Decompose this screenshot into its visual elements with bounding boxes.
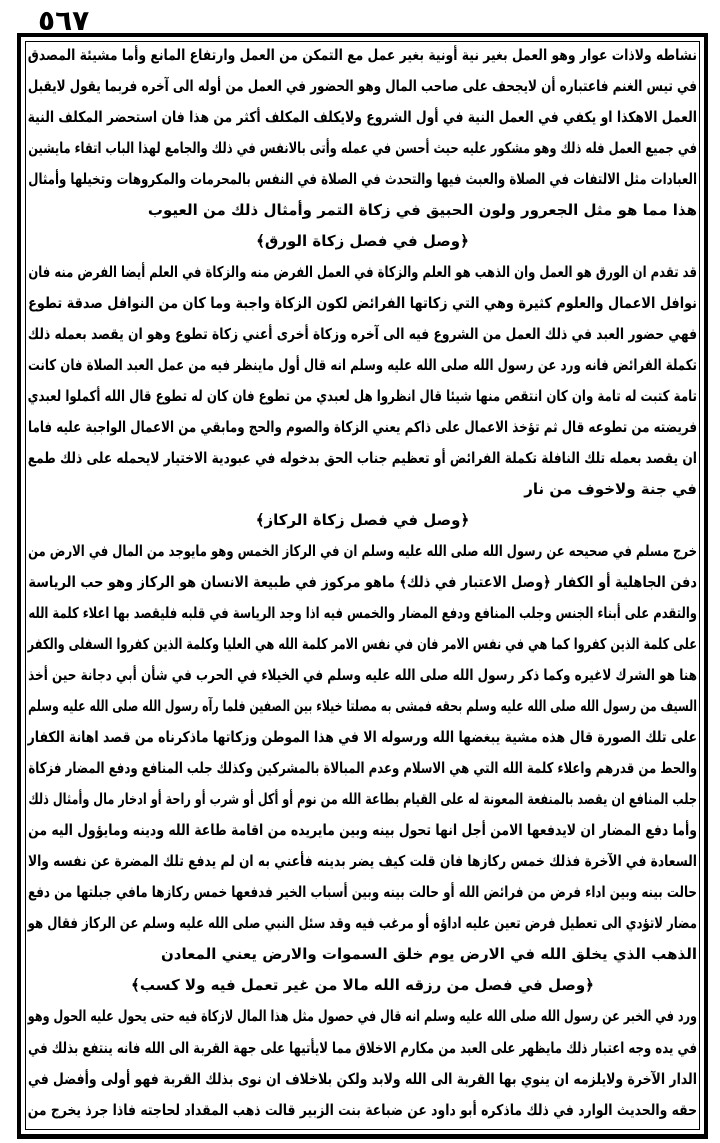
text-line: حقه والحديث الوارد في ذلك ماذكره أبو داود عن ضباعة بنت الزبير قالت ذهب المقداد لحاجته فاذا جرذ يخرج من	[27, 1100, 697, 1119]
text-line: على كلمة الذين كفروا كما هي في نفس الامر فان في نفس الامر كلمة الله هي العليا وكلمة الذين كفروا السفلى والكفر	[27, 635, 698, 654]
text-line: في يده وجه اعتبار ذلك مايظهر على العبد من مكارم الاخلاق مما لايأتيها على جهة القربة الى الله فانه ينتفع بذلك في	[28, 1038, 697, 1057]
text-line: ورد في الخبر عن رسول الله صلى الله عليه وسلم انه قال في حصول مثل هذا المال لازكاة فيه حتى يحول عليه الحول وهو	[27, 1007, 697, 1026]
text-line: السيف من رسول الله صلى الله عليه وسلم بحقه فمشى به مصلتا خيلاء بين الصفين فلما رآه رسول الله صلى الله عليه وسلم	[28, 697, 698, 716]
text-line: جلب المنافع ان يقصد بالمنفعة المعونة له على القيام بطاعة الله من نوم أو أكل أو شرب أو راحة أو ادخار مال وأمثال ذلك	[28, 790, 697, 809]
text-line: نشاطه ولاذات عوار وهو العمل بغير نية أونية بغير عمل مع التمكن من العمل وارتفاع المانع وأما مشيئة المصدق	[27, 46, 697, 64]
text-line: فهي حضور العبد في ذلك العمل من الشروع فيه الى آخره وزكاة أخرى أعني زكاة تطوع وهو ان يقصد بعمله ذلك	[27, 325, 697, 344]
text-line: دفن الجاهلية أو الكفار ﴿وصل الاعتبار في ذلك﴾ ماهو مركوز في طبيعة الانسان هو الركاز وهو حب الرياسة	[28, 573, 698, 592]
text-line: العمل الاهكذا او يكفي في العمل النية في أول الشروع ولايكلف المكلف أكثر من هذا فان استحضر المكلف النية	[27, 108, 697, 127]
text-line: العبادات مثل الالتفات في الصلاة والعبث فيها والتحدث في الصلاة في النفس بالمحرمات والمكروهات وتخيلها وأمثال	[28, 170, 698, 189]
text-line: السعادة في الآخرة فذلك خمس ركازها فان قلت كيف يضر بدينه فأعني به ان لم يدفع تلك المضرة عن نفسه والا	[27, 852, 697, 871]
text-line: والتقدم على أبناء الجنس وجلب المنافع ودفع المضار والخمس فيه اذا وجد الرياسة في قلبه فليقصد بها اعلاء كلمة الله	[28, 604, 697, 623]
section-heading: ﴿وصل في فصل زكاة الورق﴾	[256, 232, 469, 251]
page-number: ٥٦٧	[38, 4, 90, 37]
text-line: تامة كتبت له تامة وان كان انتقص منها شيئا قال انظروا هل لعبدي من تطوع فان كان له تطوع قال الله أكملوا لعبدي	[27, 387, 698, 406]
text-line: في جنة ولاخوف من نار	[524, 480, 697, 499]
section-heading: ﴿وصل في فصل زكاة الركاز﴾	[255, 511, 470, 530]
text-line: خرج مسلم في صحيحه عن رسول الله صلى الله عليه وسلم ان في الركاز الخمس وهو مايوجد من المال في الارض من	[28, 542, 698, 561]
text-line: هذا مما هو مثل الجعرور ولون الحبيق في زكاة التمر وأمثال ذلك من العيوب	[147, 201, 697, 220]
text-line: نوافل الاعمال والعلوم كثيرة وهي التي زكاتها الفرائض لكون الزكاة واجبة وما كان من النوافل صدقة تطوع	[28, 294, 697, 313]
text-line: الدار الآخرة ولايلزمه ان ينوي بها القربة الى الله ولابد ولكن بلاخلاف ان نوى بذلك القربة فهو أولى وأفضل في	[27, 1069, 697, 1088]
text-line: على تلك الصورة قال هذه مشية يبغضها الله ورسوله الا في هذا الموطن وزكاتها ماذكرناه من قصد اهانة الكفار	[27, 728, 697, 747]
text-line: والحط من قدرهم واعلاء كلمة الله التي هي الاسلام وعدم المبالاة بالمشركين وكذلك جلب المنافع ودفع المضار فزكاة	[28, 759, 698, 778]
body-text	[28, 41, 697, 1124]
text-line: وأما دفع المضار ان لايدفعها الامن أجل انها تحول بينه وبين مايريده من اقامة طاعة الله ودينه ومايؤول اليه من	[28, 821, 698, 840]
page-frame	[17, 33, 708, 1139]
text-line: ان يقصد بعمله تلك النافلة تكملة الفرائض أو تعظيم جناب الحق بدخوله في عبودية الاختيار لايحمله على ذلك طمع	[27, 449, 698, 468]
text-line: في تيس الغنم فاعتباره أن لايجحف على صاحب المال وهو الحضور في العمل من أوله الى آخره فربما يقول لايقبل	[27, 77, 697, 96]
text-line: الذهب الذي يخلق الله في الارض يوم خلق السموات والارض يعني المعادن	[160, 945, 697, 964]
text-line: في جميع العمل فله ذلك وهو مشكور عليه حيث أحسن في عمله وأتى بالانفس في ذلك والجامع لهذا الباب اتقاء مايشين	[28, 139, 697, 158]
text-line: هنا هو الشرك لاغيره وكما ذكر رسول الله صلى الله عليه وسلم في الخيلاء في الحرب في شأن أبي دجانة حين أخذ	[28, 666, 697, 685]
section-heading: ﴿وصل في فصل من رزقه الله مالا من غير تعمل فيه ولا كسب﴾	[131, 976, 594, 995]
text-line: قد تقدم ان الورق هو العمل وان الذهب هو العلم والزكاة في العمل الفرض منه والزكاة في العلم أيضا الفرض منه فان	[28, 263, 697, 282]
text-line: مضار لاتؤدي الى تعطيل فرض تعين عليه اداؤه أو مرغب فيه وقد سئل النبي صلى الله عليه وسلم عن الركاز فقال هو	[27, 914, 698, 933]
text-line: حالت بينه وبين اداء فرض من فرائض الله أو حالت بينه وبين أسباب الخير فدفعها خمس ركازها مافي جبلتها من دفع	[27, 883, 697, 902]
text-line: فريضته من تطوعه قال ثم تؤخذ الاعمال على ذاكم يعني الزكاة والصوم والحج ومابقي من الاعمال الواجبة عليه فاما	[28, 418, 698, 437]
text-line: تكملة الفرائض فانه ورد عن رسول الله صلى الله عليه وسلم انه قال أول ماينظر فيه من عمل العبد الصلاة فان كانت	[27, 356, 698, 375]
